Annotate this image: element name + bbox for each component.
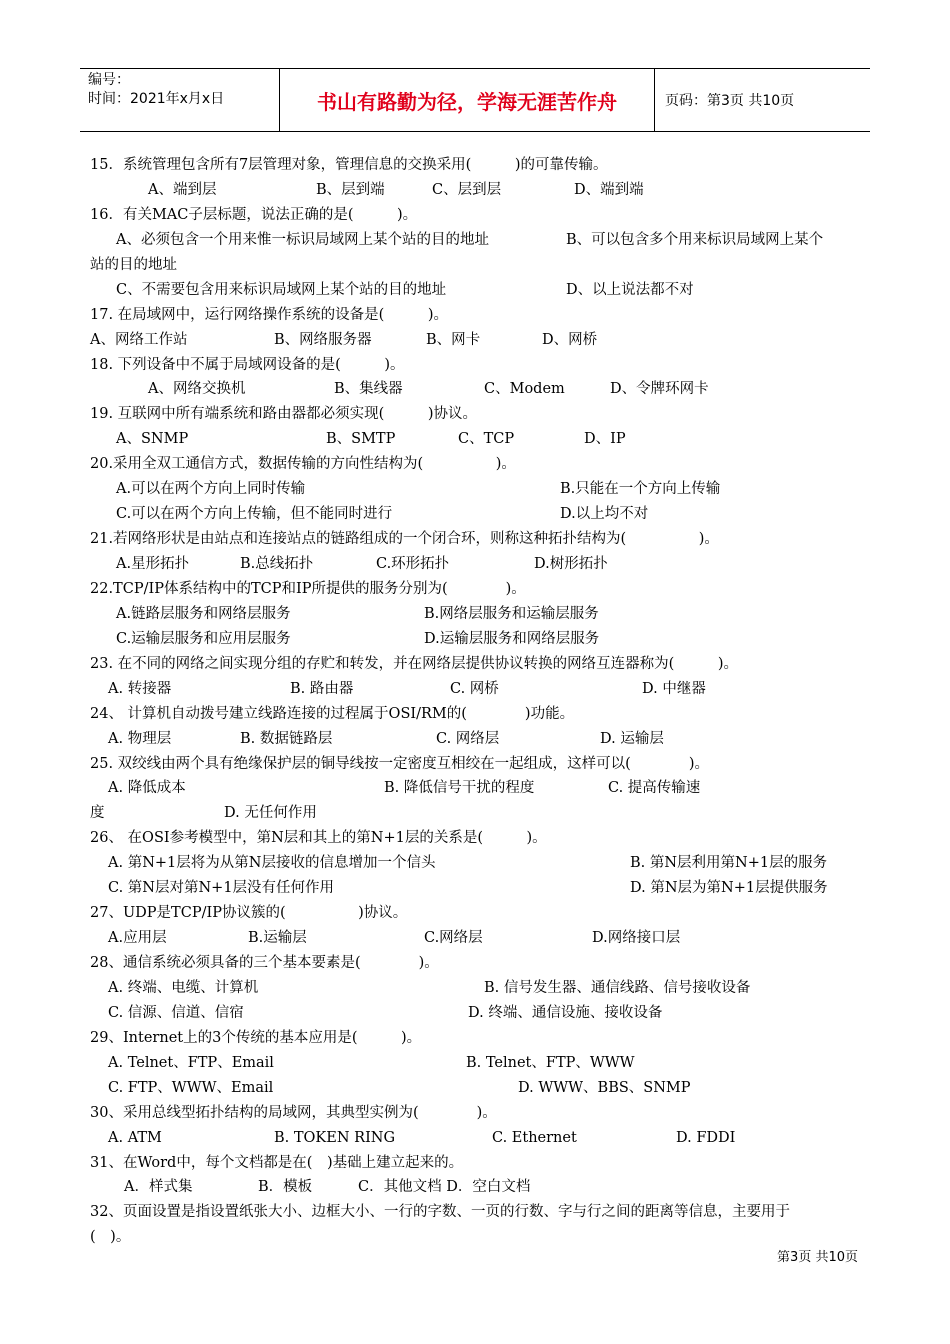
text-segment: 21.若网络形状是由站点和连接站点的链路组成的一个闭合环，则称这种拓扑结构为( )。 — [90, 531, 719, 548]
number-label: 编号： — [88, 72, 130, 88]
text-segment: B、网卡 — [426, 331, 481, 348]
text-segment: 度 — [90, 805, 105, 822]
text-segment: C.环形拓扑 — [376, 556, 450, 572]
text-segment: B、层到端 — [316, 181, 385, 198]
text-line — [90, 1101, 865, 1126]
text-line — [90, 702, 865, 727]
text-segment: 16．有关MAC子层标题，说法正确的是( )。 — [90, 206, 418, 223]
text-segment: 19. 互联网中所有端系统和路由器都必须实现( )协议。 — [90, 406, 477, 423]
text-line — [90, 926, 865, 951]
text-segment: A、SNMP — [116, 431, 189, 448]
text-segment: 站的目的地址 — [90, 256, 177, 273]
text-segment: C. 信源、信道、信宿 — [108, 1004, 244, 1021]
text-segment: A. 转接器 — [108, 680, 172, 697]
text-segment: B、网络服务器 — [274, 331, 372, 348]
text-segment: B.网络层服务和运输层服务 — [424, 605, 599, 622]
text-line — [90, 577, 865, 602]
text-line — [90, 552, 865, 577]
text-segment: D、IP — [584, 431, 626, 448]
text-line — [90, 1076, 865, 1101]
text-segment: 32、页面设置是指设置纸张大小、边框大小、一行的字数、一页的行数、字与行之间的距离等信息，主要用于 — [90, 1204, 790, 1221]
text-segment: B.只能在一个方向上传输 — [560, 481, 721, 498]
text-segment: B. 降低信号干扰的程度 — [384, 780, 535, 797]
text-line — [90, 677, 865, 702]
page-header — [80, 68, 870, 132]
text-segment: 28、通信系统必须具备的三个基本要素是( )。 — [90, 955, 439, 971]
text-segment: D.树形拓扑 — [534, 556, 608, 572]
time-label: 时间：2021年x月x日 — [88, 91, 225, 107]
text-segment: D.网络接口层 — [592, 930, 681, 947]
text-segment: B. 路由器 — [290, 680, 354, 697]
text-segment: A. 终端、电缆、计算机 — [108, 979, 259, 996]
text-line — [90, 1200, 865, 1225]
text-segment: A. ATM — [108, 1129, 162, 1146]
text-segment: B、集线器 — [334, 381, 403, 398]
text-segment: B.运输层 — [248, 930, 307, 947]
text-segment: 22.TCP/IP体系结构中的TCP和IP所提供的服务分别为( )。 — [90, 580, 526, 597]
text-line — [90, 1051, 865, 1076]
text-segment: 27、UDP是TCP/IP协议簇的( )协议。 — [90, 905, 408, 922]
text-segment: D、网桥 — [542, 331, 598, 348]
text-segment: 25. 双绞线由两个具有绝缘保护层的铜导线按一定密度互相绞在一起组成，这样可以( )。 — [90, 755, 709, 772]
text-segment: A.可以在两个方向上同时传输 — [116, 481, 306, 498]
text-segment: 29、Internet上的3个传统的基本应用是( )。 — [90, 1029, 422, 1046]
text-segment: B. TOKEN RING — [274, 1129, 396, 1146]
text-segment: C.运输层服务和应用层服务 — [116, 630, 291, 647]
text-line — [90, 377, 865, 402]
text-line — [90, 1175, 865, 1200]
text-segment: A. Telnet、FTP、Email — [108, 1054, 274, 1071]
text-segment: 18. 下列设备中不属于局域网设备的是( )。 — [90, 356, 405, 373]
text-segment: A、必须包含一个用来惟一标识局域网上某个站的目的地址 — [116, 231, 489, 248]
text-segment: A、端到层 — [148, 181, 217, 198]
text-line — [90, 627, 865, 652]
text-segment: C. FTP、WWW、Email — [108, 1079, 274, 1096]
text-line — [90, 427, 865, 452]
text-segment: D. FDDI — [676, 1129, 736, 1146]
text-segment: B、SMTP — [326, 431, 396, 448]
text-line — [90, 752, 865, 777]
question-list — [90, 153, 865, 1250]
text-segment: 15．系统管理包含所有7层管理对象，管理信息的交换采用( )的可靠传输。 — [90, 157, 608, 173]
text-segment: 17. 在局域网中，运行网络操作系统的设备是( )。 — [90, 306, 448, 323]
text-line — [90, 527, 865, 552]
text-line — [90, 178, 865, 203]
text-segment: D. 运输层 — [600, 730, 664, 747]
text-line — [90, 652, 865, 677]
text-segment: D. 无任何作用 — [224, 805, 317, 822]
text-segment: C. 网络层 — [436, 730, 500, 747]
text-segment: C. Ethernet — [492, 1129, 577, 1146]
text-segment: A、网络交换机 — [148, 381, 246, 398]
text-line — [90, 801, 865, 826]
text-line — [90, 153, 865, 178]
text-segment: A、网络工作站 — [90, 331, 188, 348]
text-segment: C.可以在两个方向上传输，但不能同时进行 — [116, 506, 393, 523]
text-line — [90, 776, 865, 801]
text-segment: 31、在Word中，每个文档都是在( )基础上建立起来的。 — [90, 1154, 464, 1171]
text-segment: 20.采用全双工通信方式，数据传输的方向性结构为( )。 — [90, 456, 516, 473]
text-line — [90, 951, 865, 976]
text-segment: A. 第N+1层将为从第N层接收的信息增加一个信头 — [108, 855, 436, 872]
text-line — [90, 1001, 865, 1026]
text-segment: A.星形拓扑 — [116, 556, 190, 572]
text-segment: D.运输层服务和网络层服务 — [424, 630, 600, 647]
text-segment: 24、 计算机自动拨号建立线路连接的过程属于OSI/RM的( )功能。 — [90, 705, 575, 722]
text-line — [90, 1225, 865, 1250]
header-meta — [80, 69, 280, 131]
text-segment: D. 中继器 — [642, 680, 706, 697]
text-segment: C、不需要包含用来标识局域网上某个站的目的地址 — [116, 281, 447, 298]
text-segment: A. 物理层 — [108, 730, 172, 747]
text-line — [90, 976, 865, 1001]
text-segment: B.总线拓扑 — [240, 556, 314, 572]
text-segment: C、Modem — [484, 381, 565, 398]
text-segment: B. 信号发生器、通信线路、信号接收设备 — [484, 979, 751, 996]
text-line — [90, 228, 865, 253]
text-segment: B．模板 — [258, 1179, 313, 1196]
text-segment: A. 降低成本 — [108, 780, 186, 797]
text-line — [90, 452, 865, 477]
text-segment: A.应用层 — [108, 930, 167, 947]
text-segment: D. 第N层为第N+1层提供服务 — [630, 880, 828, 897]
text-line — [90, 477, 865, 502]
text-line — [90, 502, 865, 527]
text-segment: C. 第N层对第N+1层没有任何作用 — [108, 880, 335, 897]
text-segment: ( )。 — [90, 1229, 131, 1246]
text-segment: A.链路层服务和网络层服务 — [116, 605, 291, 622]
text-line — [90, 203, 865, 228]
text-line — [90, 303, 865, 328]
text-line — [90, 328, 865, 353]
text-segment: B. 数据链路层 — [240, 730, 333, 747]
text-segment: 26、 在OSI参考模型中，第N层和其上的第N+1层的关系是( )。 — [90, 830, 547, 847]
text-segment: B. Telnet、FTP、WWW — [466, 1054, 635, 1071]
text-line — [90, 826, 865, 851]
page-footer: 第3页 共10页 — [777, 1250, 858, 1265]
text-segment: D、令牌环网卡 — [610, 381, 709, 398]
text-line — [90, 851, 865, 876]
header-page-code: 页码：第3页 共10页 — [665, 93, 795, 109]
text-segment: D、端到端 — [574, 181, 644, 198]
text-segment: C、TCP — [458, 431, 515, 448]
header-motto: 书山有路勤为径，学海无涯苦作舟 — [280, 69, 655, 131]
text-line — [90, 253, 865, 278]
text-segment: A．样式集 — [124, 1179, 193, 1196]
text-segment: D. 终端、通信设施、接收设备 — [468, 1004, 663, 1021]
text-segment: C. 提高传输速 — [608, 780, 701, 797]
text-segment: D、以上说法都不对 — [566, 281, 694, 298]
text-segment: D. WWW、BBS、SNMP — [518, 1079, 691, 1096]
text-segment: 23. 在不同的网络之间实现分组的存贮和转发，并在网络层提供协议转换的网络互连器称为( )。 — [90, 655, 738, 672]
text-segment: C. 网桥 — [450, 680, 499, 697]
text-line — [90, 727, 865, 752]
text-line — [90, 901, 865, 926]
text-segment: B、可以包含多个用来标识局域网上某个 — [566, 231, 824, 248]
text-line — [90, 402, 865, 427]
text-line — [90, 876, 865, 901]
text-line — [90, 1026, 865, 1051]
text-line — [90, 278, 865, 303]
text-line — [90, 1151, 865, 1176]
text-line — [90, 602, 865, 627]
text-segment: 30、采用总线型拓扑结构的局域网，其典型实例为( )。 — [90, 1104, 497, 1121]
text-segment: B. 第N层利用第N+1层的服务 — [630, 855, 828, 872]
text-segment: C．其他文档 D．空白文档 — [358, 1179, 531, 1196]
text-segment: C.网络层 — [424, 930, 483, 947]
text-segment: D.以上均不对 — [560, 506, 649, 523]
text-line — [90, 353, 865, 378]
text-line — [90, 1126, 865, 1151]
text-segment: C、层到层 — [432, 181, 502, 198]
